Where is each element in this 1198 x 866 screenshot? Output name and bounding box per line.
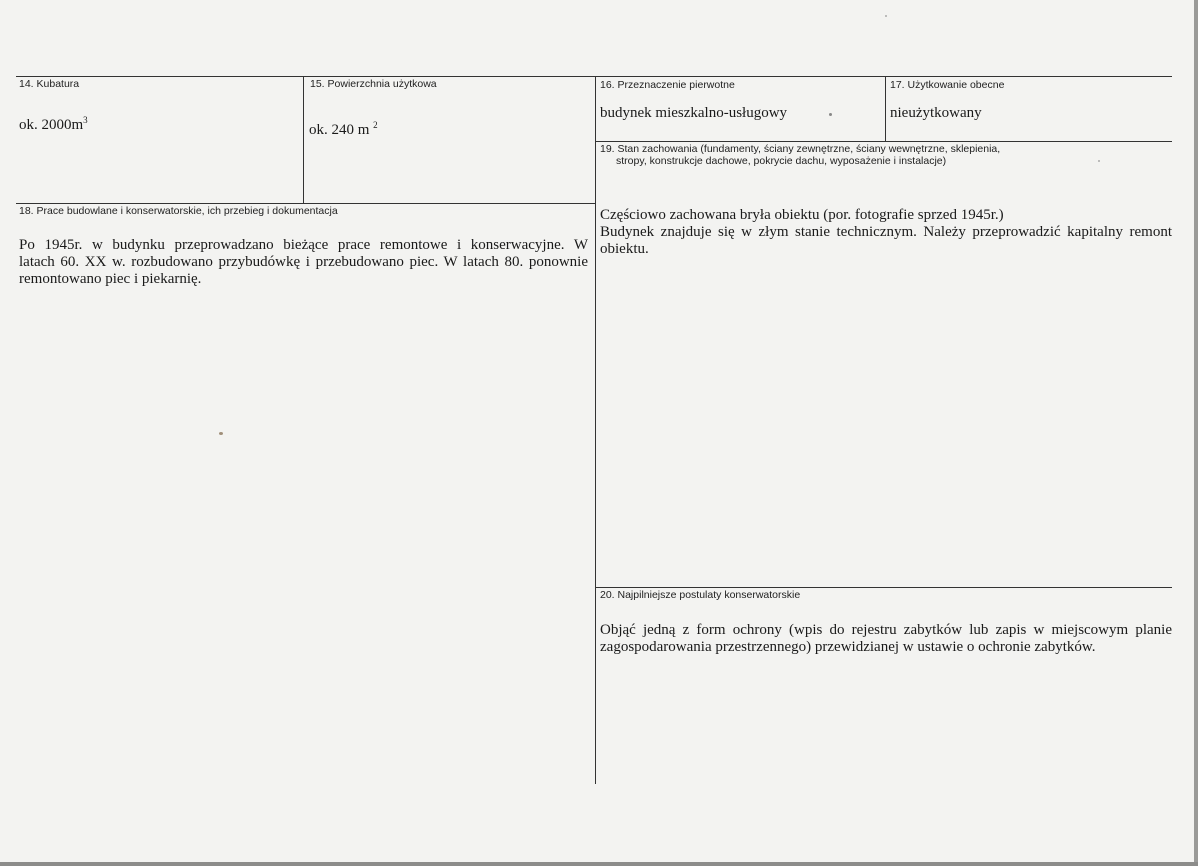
- rule-mid-left: [16, 203, 595, 204]
- field-17-value: nieużytkowany: [890, 105, 982, 121]
- field-20-text: [600, 622, 1172, 656]
- field-15-value-text: ok. 240 m: [309, 122, 374, 138]
- field-19-text: [600, 207, 1172, 258]
- field-19-text-line: Częściowo zachowana bryła obiektu (por. fotografie sprzed 1945r.): [600, 207, 1004, 223]
- field-15-label: 15. Powierzchnia użytkowa: [310, 78, 437, 90]
- rule-top: [16, 76, 1172, 77]
- scan-speck: [885, 15, 887, 17]
- scan-edge-right: [1194, 0, 1198, 866]
- scan-speck: [829, 113, 832, 116]
- rule-divider-14-15: [303, 76, 304, 203]
- field-14-value-text: ok. 2000m: [19, 117, 84, 133]
- field-15-value: [309, 122, 378, 139]
- field-18-label: 18. Prace budowlane i konserwatorskie, ich przebieg i dokumentacja: [19, 205, 338, 217]
- rule-lower-right: [596, 587, 1172, 588]
- rule-upper-right: [596, 141, 1172, 142]
- field-14-value: [19, 117, 88, 134]
- field-18-text-line: Po 1945r. w budynku przeprowadzano bieżące prace remontowe i konserwacyjne. W: [19, 237, 588, 253]
- field-18-text: [19, 237, 588, 288]
- field-19-label-line-1: 19. Stan zachowania (fundamenty, ściany zewnętrzne, ściany wewnętrzne, sklepienia,: [600, 143, 1001, 155]
- field-17-label: 17. Użytkowanie obecne: [890, 79, 1005, 91]
- rule-divider-16-17: [885, 76, 886, 141]
- field-19-text-line: obiektu.: [600, 241, 649, 257]
- field-20-text-line: zagospodarowania przestrzennego) przewidzianej w ustawie o ochronie zabytków.: [600, 639, 1096, 655]
- rule-divider-main: [595, 76, 596, 784]
- field-20-text-line: Objąć jedną z form ochrony (wpis do rejestru zabytków lub zapis w miejscowym planie: [600, 622, 1172, 638]
- field-19-label-line-2: stropy, konstrukcje dachowe, pokrycie dachu, wyposażenie i instalacje): [616, 155, 947, 167]
- scan-speck: [1098, 160, 1100, 162]
- field-19-text-line: Budynek znajduje się w złym stanie technicznym. Należy przeprowadzić kapitalny remont: [600, 224, 1172, 240]
- field-14-label: 14. Kubatura: [19, 78, 80, 90]
- field-15-value-unit-exponent: 2: [373, 120, 378, 130]
- scan-speck: [219, 432, 223, 435]
- field-16-label: 16. Przeznaczenie pierwotne: [600, 79, 735, 91]
- field-18-text-line: latach 60. XX w. rozbudowano przybudówkę i przebudowano piec. W latach 80. ponownie: [19, 254, 588, 270]
- field-14-value-unit-exponent: 3: [83, 115, 88, 125]
- field-18-text-line: remontowano piec i piekarnię.: [19, 271, 202, 287]
- field-16-value: budynek mieszkalno-usługowy: [600, 105, 788, 121]
- field-20-label: 20. Najpilniejsze postulaty konserwatorskie: [600, 589, 801, 601]
- scan-edge-bottom: [0, 862, 1198, 866]
